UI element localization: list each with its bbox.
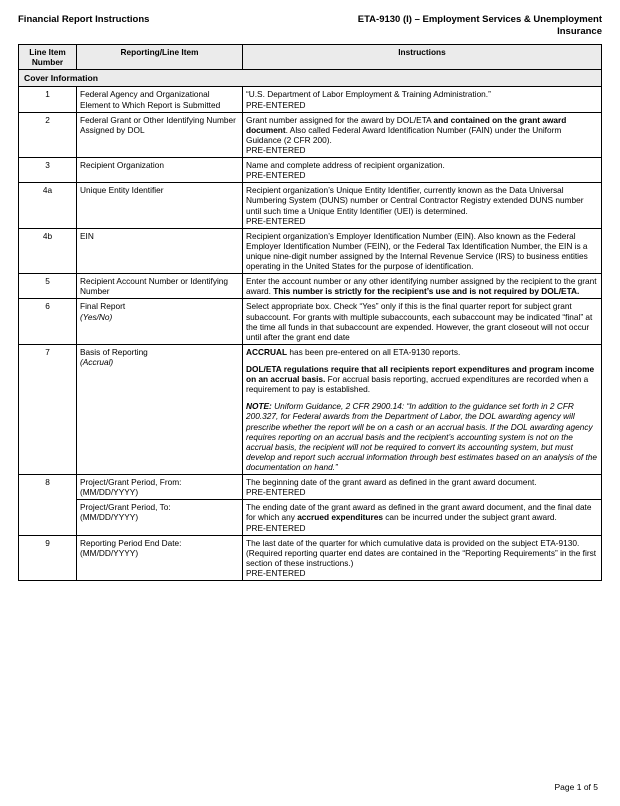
table-row — [19, 274, 602, 299]
row-number: 4a — [19, 183, 77, 228]
header-title-right — [358, 14, 602, 38]
row-item — [77, 475, 243, 500]
row-number: 3 — [19, 158, 77, 183]
row-number: 2 — [19, 112, 77, 157]
row-item: Federal Agency and Organizational Element to Which Report is Submitted — [77, 87, 243, 112]
instruction-paragraph: “U.S. Department of Labor Employment & Training Administration.” — [246, 89, 491, 100]
row-item-sublabel: (Yes/No) — [80, 311, 113, 322]
column-header-reporting-line-item-label: Reporting/Line Item — [120, 46, 199, 57]
header-right-line1: ETA-9130 (I) – Employment Services & Unemployment — [357, 14, 602, 25]
row-item-label: Final Report — [80, 301, 126, 312]
column-header-instructions-label: Instructions — [398, 46, 446, 57]
instruction-paragraph: The last date of the quarter for which cumulative data is provided on the subject ETA-9130. (Required reporting quarter end dates are contained in the “Reporting Requirements” in the first section of these instructions.) — [246, 537, 597, 568]
row-item-sublabel: (MM/DD/YYYY) — [80, 547, 139, 558]
instruction-paragraph: Recipient organization’s Employer Identification Number (EIN). Also known as the Federal Employer Identification Number (FEIN), or the Federal Tax Identification Number, the EIN is a unique nine-digit number assigned by the Internal Revenue Service (IRS) to business entities operating in the United States for the purpose of identification. — [246, 230, 588, 272]
instruction-paragraph: Grant number assigned for the award by DOL/ETA and contained on the grant award document. Also called Federal Award Identification Number (FAIN) under the Uniform Guidance (2 CFR 200). — [246, 114, 567, 145]
table-row — [19, 475, 602, 500]
row-item-label: Project/Grant Period, From: — [80, 477, 182, 488]
row-item-label: Project/Grant Period, To: — [80, 502, 171, 513]
row-item — [77, 500, 243, 535]
row-item: Recipient Organization — [77, 158, 243, 183]
row-item-label: Basis of Reporting — [80, 346, 148, 357]
row-instructions — [243, 475, 602, 500]
row-number: 7 — [19, 344, 77, 474]
instruction-pre-entered: PRE-ENTERED — [246, 522, 306, 533]
row-item: EIN — [77, 228, 243, 273]
row-instructions — [243, 158, 602, 183]
table-row — [19, 158, 602, 183]
row-item: Federal Grant or Other Identifying Number Assigned by DOL — [77, 112, 243, 157]
table-row — [19, 535, 602, 580]
instruction-pre-entered: PRE-ENTERED — [246, 567, 306, 578]
row-item: Recipient Account Number or Identifying Number — [77, 274, 243, 299]
instruction-pre-entered: PRE-ENTERED — [246, 170, 306, 181]
row-item: Unique Entity Identifier — [77, 183, 243, 228]
row-number: 5 — [19, 274, 77, 299]
column-header-instructions — [243, 44, 602, 69]
row-instructions — [243, 183, 602, 228]
row-instructions — [243, 344, 602, 474]
instruction-pre-entered: PRE-ENTERED — [246, 99, 306, 110]
row-instructions — [243, 535, 602, 580]
instruction-paragraph: Enter the account number or any other identifying number assigned by the recipient to the grant award. This number is strictly for the recipient’s use and is not required by DOL/ETA. — [246, 276, 597, 297]
row-item-label: Reporting Period End Date: — [80, 537, 182, 548]
table-row — [19, 344, 602, 474]
section-row-cover-information — [19, 69, 602, 86]
row-instructions — [243, 500, 602, 535]
table-row — [19, 112, 602, 157]
instruction-pre-entered: PRE-ENTERED — [246, 215, 306, 226]
column-header-line-item-number — [19, 44, 77, 69]
page-footer: Page 1 of 5 — [554, 782, 598, 792]
page-header — [18, 14, 602, 38]
table-row — [19, 228, 602, 273]
row-item-sublabel: (MM/DD/YYYY) — [80, 487, 139, 498]
row-item-sublabel: (MM/DD/YYYY) — [80, 512, 139, 523]
row-number: 9 — [19, 535, 77, 580]
row-number: 1 — [19, 87, 77, 112]
row-instructions — [243, 112, 602, 157]
row-instructions — [243, 274, 602, 299]
row-item — [77, 535, 243, 580]
section-label: Cover Information — [19, 69, 602, 86]
table-row — [19, 183, 602, 228]
row-number: 4b — [19, 228, 77, 273]
row-instructions — [243, 228, 602, 273]
row-instructions — [243, 87, 602, 112]
instruction-paragraph: The beginning date of the grant award as defined in the grant award document. — [246, 477, 537, 488]
row-number: 8 — [19, 475, 77, 536]
row-item-sublabel: (Accrual) — [80, 356, 114, 367]
column-header-line-item-number-label: Line Item Number — [29, 46, 66, 67]
table-row — [19, 299, 602, 344]
table-header-row — [19, 44, 602, 69]
instruction-pre-entered: PRE-ENTERED — [246, 487, 306, 498]
column-header-reporting-line-item — [77, 44, 243, 69]
instruction-paragraph: Recipient organization’s Unique Entity Identifier, currently known as the Data Universal Numbering System (DUNS) number or Central Contractor Registry extended DUNS number until such time a Unique Entity Identifier (UEI) is determined. — [246, 185, 584, 216]
instruction-pre-entered: PRE-ENTERED — [246, 145, 306, 155]
instruction-paragraph: The ending date of the grant award as defined in the grant award document, and the final date for which any accrued expenditures can be incurred under the subject grant award. — [246, 502, 592, 523]
row-item — [77, 299, 243, 344]
header-title-left: Financial Report Instructions — [18, 14, 150, 25]
row-item — [77, 344, 243, 474]
instruction-note: NOTE: Uniform Guidance, 2 CFR 2900.14: “In addition to the guidance set forth in 2 CFR 200.327, for Federal awards from the Department of Labor, the DOL awarding agency will prescribe whether the report will be on a cash or an accrual basis. If the DOL awarding agency requires reporting on an accrual basis and the recipient’s accounting system is not on the accrual basis, the recipient will not be required to convert its accounting system, but must develop and report such accrual information through best estimates based on an analysis of the documentation on hand.” — [246, 401, 597, 472]
header-right-line2: Insurance — [557, 25, 602, 37]
table-row — [19, 500, 602, 535]
instruction-paragraph: ACCRUAL has been pre-entered on all ETA-9130 reports. — [246, 346, 461, 357]
instruction-paragraph: DOL/ETA regulations require that all recipients report expenditures and program income on an accrual basis. For accrual basis reporting, accrued expenditures are recorded when a requirement to pay is established. — [246, 363, 595, 395]
instruction-paragraph: Name and complete address of recipient organization. — [246, 160, 445, 171]
row-instructions — [243, 299, 602, 344]
instructions-table — [18, 44, 602, 581]
row-number: 6 — [19, 299, 77, 344]
table-row — [19, 87, 602, 112]
instruction-paragraph: Select appropriate box. Check “Yes” only if this is the final quarter report for subject grant subaccount. For grants with multiple subaccounts, each subaccount may be indicated “final” at the time all funds in that subaccount are expended. However, the grant closeout will not occur until after the grant end date — [246, 301, 593, 342]
